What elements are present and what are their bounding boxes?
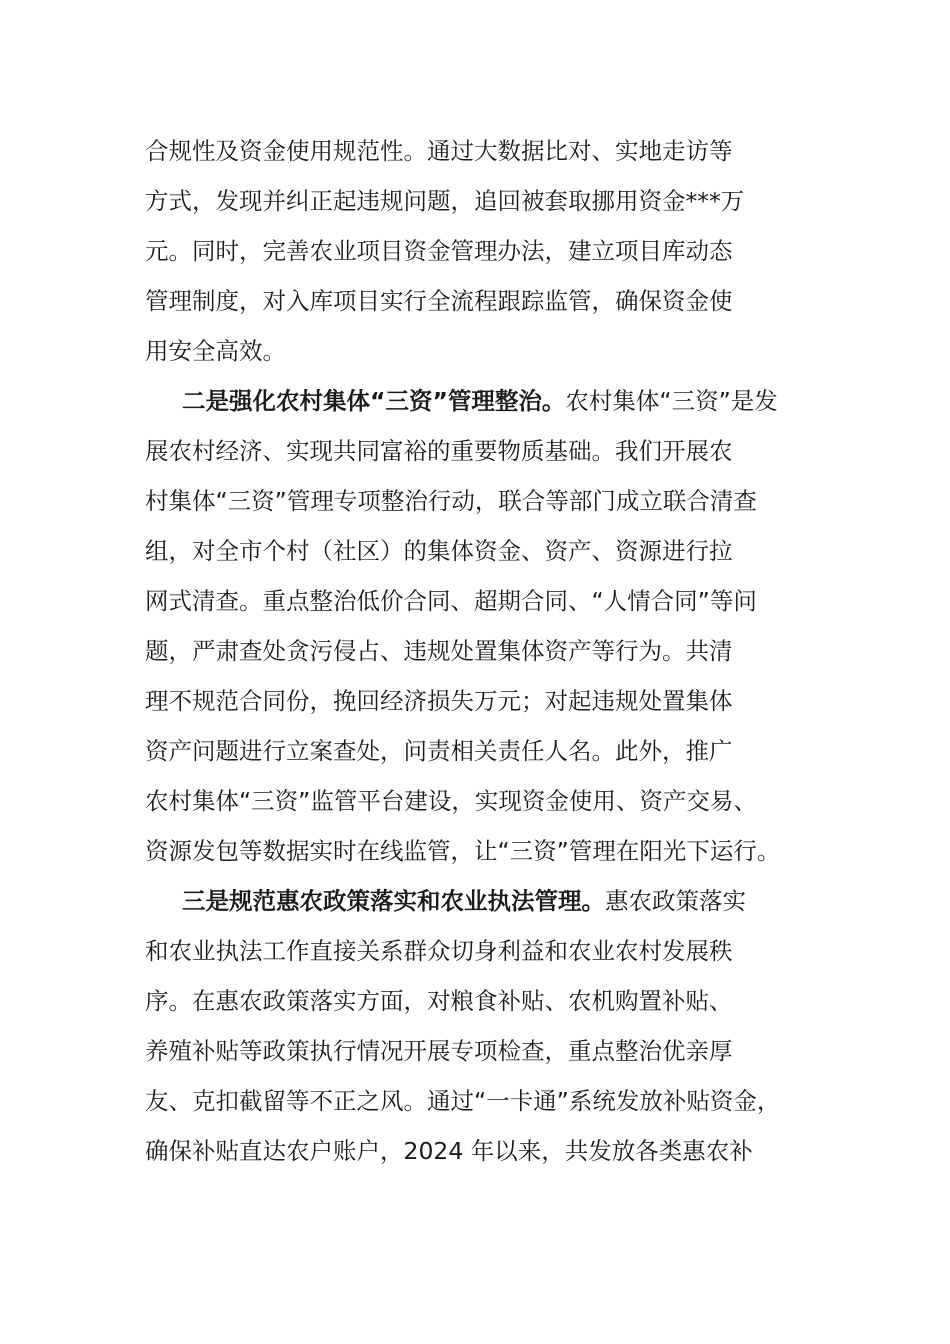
paragraph-3-heading: 三是规范惠农政策落实和农业执法管理。 [182, 887, 605, 915]
paragraph-1-line: 用安全高效。 [145, 337, 286, 365]
paragraph-3-first-line [145, 876, 825, 926]
paragraph-3-line: 序。在惠农政策落实方面，对粮食补贴、农机购置补贴、 [145, 987, 733, 1015]
paragraph-1-line: 合规性及资金使用规范性。通过大数据比对、实地走访等 [145, 137, 733, 165]
paragraph-3-line: 和农业执法工作直接关系群众切身利益和农业农村发展秩 [145, 937, 733, 965]
document-body [145, 126, 825, 1176]
paragraph-3-line: 友、克扣截留等不正之风。通过“一卡通”系统发放补贴资金， [145, 1087, 781, 1115]
paragraph-2-heading: 二是强化农村集体“三资”管理整治。 [182, 387, 566, 415]
paragraph-1-line: 元。同时，完善农业项目资金管理办法，建立项目库动态 [145, 237, 733, 265]
paragraph-2-line: 题，严肃查处贪污侵占、违规处置集体资产等行为。共清 [145, 637, 733, 665]
paragraph-2-first-line [145, 376, 825, 426]
paragraph-2-line: 村集体“三资”管理专项整治行动，联合等部门成立联合清查 [145, 487, 757, 515]
paragraph-3-first-line-text: 惠农政策落实 [605, 887, 746, 915]
paragraph-2-line: 理不规范合同份，挽回经济损失万元；对起违规处置集体 [145, 687, 733, 715]
paragraph-1-line: 管理制度，对入库项目实行全流程跟踪监管，确保资金使 [145, 287, 733, 315]
paragraph-2-line: 农村集体“三资”监管平台建设，实现资金使用、资产交易、 [145, 787, 757, 815]
paragraph-2-line: 资源发包等数据实时在线监管，让“三资”管理在阳光下运行。 [145, 837, 781, 865]
paragraph-1-line: 方式，发现并纠正起违规问题，追回被套取挪用资金***万 [145, 187, 745, 215]
paragraph-2-line: 网式清查。重点整治低价合同、超期合同、“人情合同”等问 [145, 587, 757, 615]
paragraph-3-line: 确保补贴直达农户账户，2024 年以来，共发放各类惠农补 [145, 1137, 753, 1165]
paragraph-2-line: 展农村经济、实现共同富裕的重要物质基础。我们开展农 [145, 437, 733, 465]
paragraph-2-line: 资产问题进行立案查处，问责相关责任人名。此外，推广 [145, 737, 733, 765]
paragraph-2-first-line-text: 农村集体“三资”是发 [565, 387, 778, 415]
paragraph-2-line: 组，对全市个村（社区）的集体资金、资产、资源进行拉 [145, 537, 733, 565]
paragraph-3-line: 养殖补贴等政策执行情况开展专项检查，重点整治优亲厚 [145, 1037, 733, 1065]
